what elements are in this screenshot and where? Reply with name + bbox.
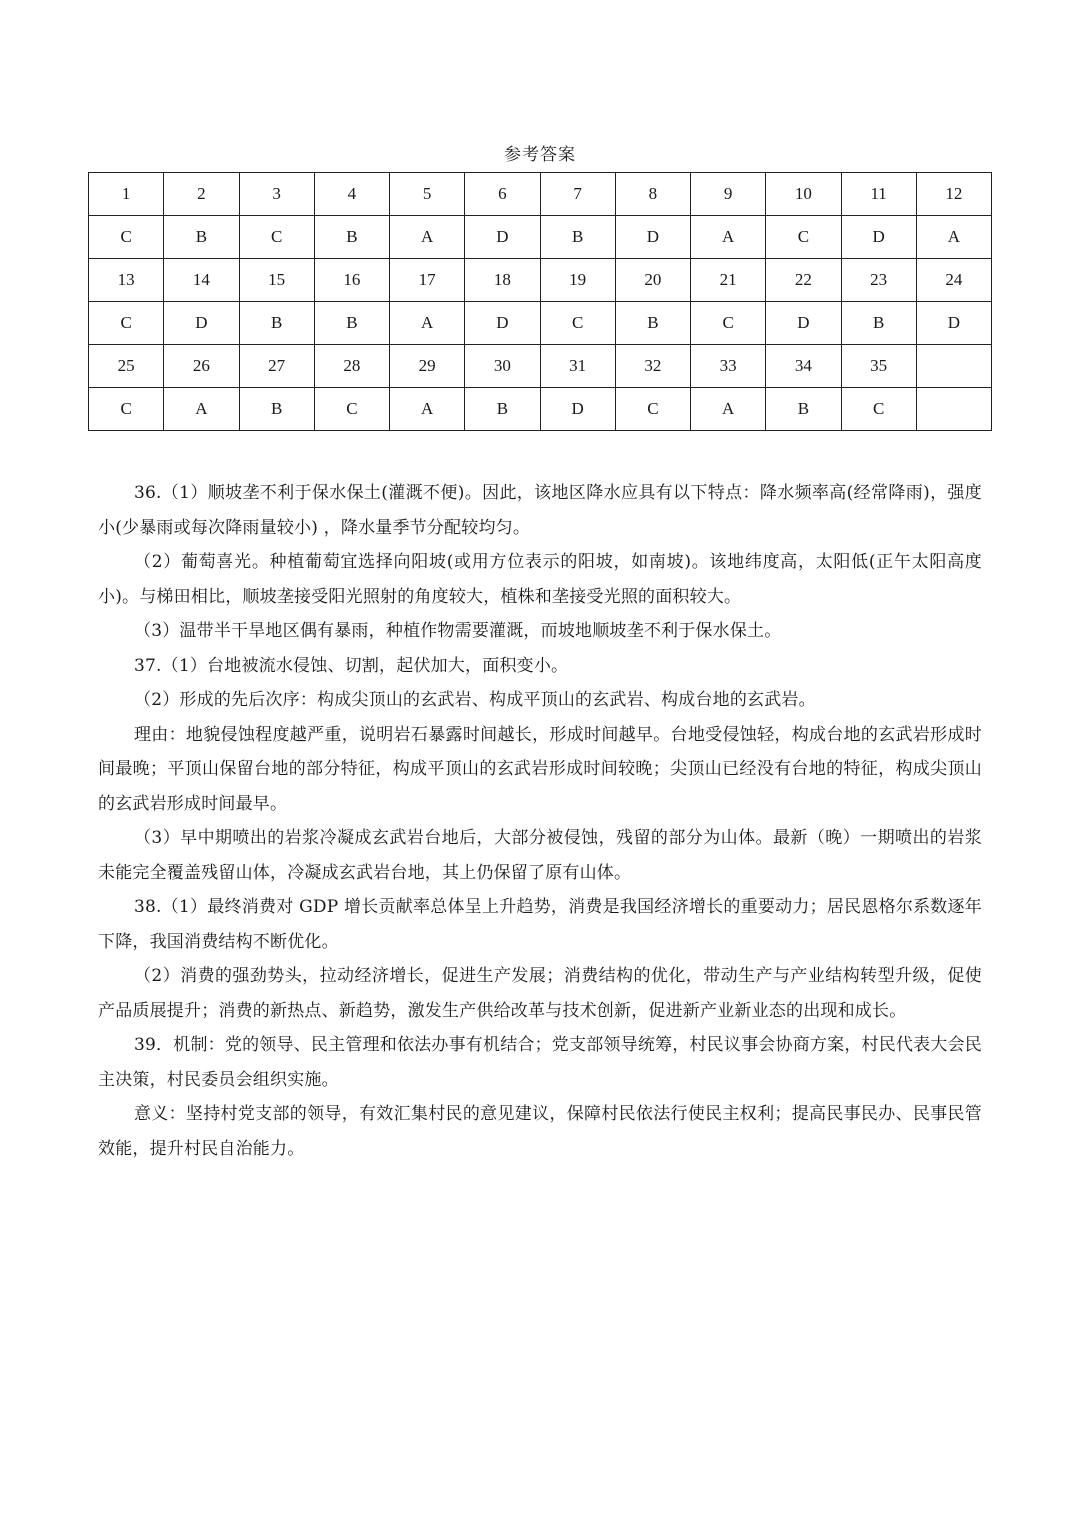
answer-letter-cell: B xyxy=(314,216,389,259)
answer-q36-part1: 36.（1）顺坡垄不利于保水保土(灌溉不便)。因此，该地区降水应具有以下特点：降水频率高(经常降雨)，强度小(少暴雨或每次降雨量较小) ，降水量季节分配较均匀。 xyxy=(98,483,982,538)
answer-letter-cell: D xyxy=(841,216,916,259)
answer-q36-part2: （2）葡萄喜光。种植葡萄宜选择向阳坡(或用方位表示的阳坡，如南坡)。该地纬度高，太阳低(正午太阳高度小)。与梯田相比，顺坡垄接受阳光照射的角度较大，植株和垄接受光照的面积较大。 xyxy=(98,552,982,607)
answer-letter-cell: C xyxy=(766,216,841,259)
question-number-cell: 19 xyxy=(540,259,615,302)
question-number-cell: 13 xyxy=(89,259,164,302)
answer-letter-cell: B xyxy=(615,302,690,345)
answer-letter-cell: A xyxy=(164,388,239,431)
question-number-cell: 2 xyxy=(164,173,239,216)
answer-q37-part1: 37.（1）台地被流水侵蚀、切割，起伏加大，面积变小。 xyxy=(134,655,569,676)
question-number-cell: 35 xyxy=(841,345,916,388)
question-number-row xyxy=(89,173,992,216)
answer-letter-cell: D xyxy=(766,302,841,345)
question-number-cell: 17 xyxy=(390,259,465,302)
question-number-cell: 11 xyxy=(841,173,916,216)
question-number-cell: 34 xyxy=(766,345,841,388)
question-number-cell: 15 xyxy=(239,259,314,302)
answer-letter-cell: D xyxy=(465,302,540,345)
answer-letter-cell: C xyxy=(540,302,615,345)
answer-letter-cell: C xyxy=(841,388,916,431)
answer-q37-part2: （2）形成的先后次序：构成尖顶山的玄武岩、构成平顶山的玄武岩、构成台地的玄武岩。 xyxy=(134,690,816,710)
answer-section xyxy=(98,476,982,1166)
answer-letter-cell: B xyxy=(465,388,540,431)
answer-letter-cell: A xyxy=(691,216,766,259)
answer-q39-mechanism: 39．机制：党的领导、民主管理和依法办事有机结合；党支部领导统筹，村民议事会协商方案，村民代表大会民主决策，村民委员会组织实施。 xyxy=(98,1035,982,1090)
question-number-cell: 5 xyxy=(390,173,465,216)
answer-letter-cell: A xyxy=(691,388,766,431)
answer-letter-cell: D xyxy=(615,216,690,259)
question-number-cell: 22 xyxy=(766,259,841,302)
question-number-cell: 32 xyxy=(615,345,690,388)
question-number-cell: 23 xyxy=(841,259,916,302)
answer-letter-cell: B xyxy=(841,302,916,345)
answer-letter-row xyxy=(89,302,992,345)
answer-letter-cell: D xyxy=(540,388,615,431)
question-number-cell: 29 xyxy=(390,345,465,388)
answer-q37-part3: （3）早中期喷出的岩浆冷凝成玄武岩台地后，大部分被侵蚀，残留的部分为山体。最新（晚）一期喷出的岩浆未能完全覆盖残留山体，冷凝成玄武岩台地，其上仍保留了原有山体。 xyxy=(98,828,982,883)
answer-letter-cell: C xyxy=(615,388,690,431)
page-title: 参考答案 xyxy=(504,145,576,165)
answer-letter-cell: B xyxy=(540,216,615,259)
answer-letter-cell: C xyxy=(89,302,164,345)
answer-q38-part1: 38.（1）最终消费对 GDP 增长贡献率总体呈上升趋势，消费是我国经济增长的重要动力；居民恩格尔系数逐年下降，我国消费结构不断优化。 xyxy=(98,897,982,952)
answer-letter-cell: B xyxy=(314,302,389,345)
answer-q38-part2: （2）消费的强劲势头，拉动经济增长，促进生产发展；消费结构的优化，带动生产与产业结构转型升级，促使产品质展提升；消费的新热点、新趋势，激发生产供给改革与技术创新，促进新产业新业态的出现和成长。 xyxy=(98,966,982,1021)
answer-letter-cell: A xyxy=(390,302,465,345)
answer-letter-cell: A xyxy=(916,216,991,259)
answer-letter-cell: D xyxy=(465,216,540,259)
answer-q39-significance: 意义：坚持村党支部的领导，有效汇集村民的意见建议，保障村民依法行使民主权利；提高民事民办、民事民管效能，提升村民自治能力。 xyxy=(98,1104,982,1159)
question-number-row xyxy=(89,345,992,388)
answer-letter-row xyxy=(89,216,992,259)
answer-letter-cell: C xyxy=(239,216,314,259)
answer-q37-reason: 理由：地貌侵蚀程度越严重，说明岩石暴露时间越长，形成时间越早。台地受侵蚀轻，构成台地的玄武岩形成时间最晚；平顶山保留台地的部分特征，构成平顶山的玄武岩形成时间较晚；尖顶山已经没有台地的特征，构成尖顶山的玄武岩形成时间最早。 xyxy=(98,724,982,814)
question-number-cell: 8 xyxy=(615,173,690,216)
answer-letter-cell: B xyxy=(164,216,239,259)
answer-table xyxy=(88,172,992,431)
answer-letter-cell: C xyxy=(314,388,389,431)
question-number-row xyxy=(89,259,992,302)
question-number-cell: 28 xyxy=(314,345,389,388)
question-number-cell: 24 xyxy=(916,259,991,302)
answer-letter-cell: B xyxy=(766,388,841,431)
answer-letter-row xyxy=(89,388,992,431)
question-number-cell: 12 xyxy=(916,173,991,216)
question-number-cell: 16 xyxy=(314,259,389,302)
answer-letter-cell: C xyxy=(691,302,766,345)
question-number-cell: 25 xyxy=(89,345,164,388)
answer-letter-cell: A xyxy=(390,388,465,431)
answer-letter-cell: D xyxy=(164,302,239,345)
question-number-cell: 1 xyxy=(89,173,164,216)
question-number-cell: 18 xyxy=(465,259,540,302)
answer-table-body xyxy=(89,173,992,431)
question-number-cell: 7 xyxy=(540,173,615,216)
question-number-cell: 27 xyxy=(239,345,314,388)
answer-letter-cell: B xyxy=(239,302,314,345)
question-number-cell: 3 xyxy=(239,173,314,216)
answer-letter-cell: D xyxy=(916,302,991,345)
answer-letter-cell: B xyxy=(239,388,314,431)
answer-letter-cell xyxy=(916,388,991,431)
question-number-cell: 21 xyxy=(691,259,766,302)
answer-letter-cell: A xyxy=(390,216,465,259)
answer-letter-cell: C xyxy=(89,216,164,259)
question-number-cell: 9 xyxy=(691,173,766,216)
question-number-cell: 30 xyxy=(465,345,540,388)
answer-letter-cell: C xyxy=(89,388,164,431)
question-number-cell xyxy=(916,345,991,388)
question-number-cell: 6 xyxy=(465,173,540,216)
question-number-cell: 26 xyxy=(164,345,239,388)
question-number-cell: 33 xyxy=(691,345,766,388)
question-number-cell: 14 xyxy=(164,259,239,302)
question-number-cell: 10 xyxy=(766,173,841,216)
question-number-cell: 4 xyxy=(314,173,389,216)
answer-q36-part3: （3）温带半干旱地区偶有暴雨，种植作物需要灌溉，而坡地顺坡垄不利于保水保土。 xyxy=(134,621,782,641)
question-number-cell: 20 xyxy=(615,259,690,302)
question-number-cell: 31 xyxy=(540,345,615,388)
